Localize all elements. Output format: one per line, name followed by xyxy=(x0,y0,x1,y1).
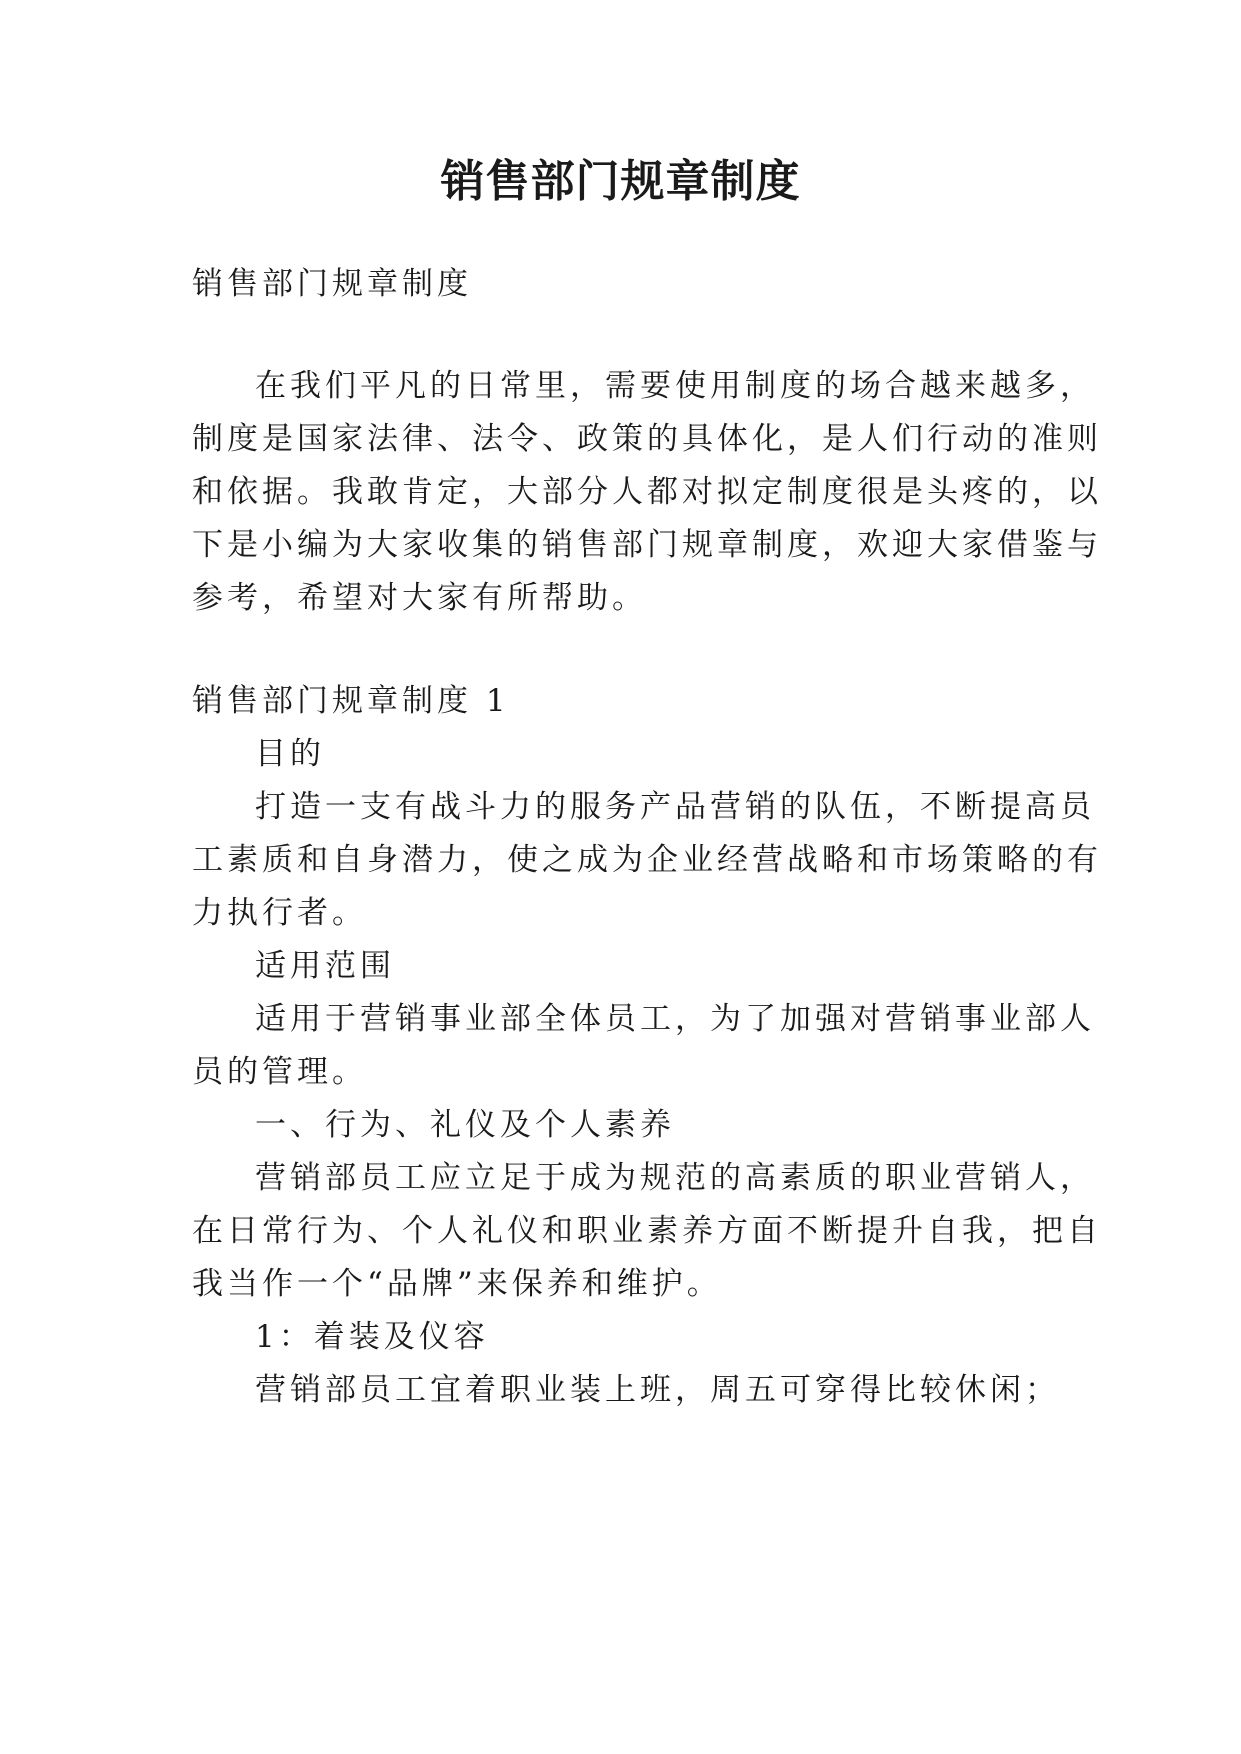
purpose-heading: 目的 xyxy=(255,736,325,772)
purpose-line-3: 力执行者。 xyxy=(192,895,367,931)
part1-line-2: 在日常行为、个人礼仪和职业素养方面不断提升自我，把自 xyxy=(192,1213,1102,1249)
intro-line-2: 制度是国家法律、法令、政策的具体化，是人们行动的准则 xyxy=(192,421,1102,457)
item1-line-1: 营销部员工宜着职业装上班，周五可穿得比较休闲； xyxy=(255,1372,1060,1408)
purpose-line-1: 打造一支有战斗力的服务产品营销的队伍，不断提高员 xyxy=(255,789,1095,825)
intro-line-1: 在我们平凡的日常里，需要使用制度的场合越来越多， xyxy=(255,368,1095,404)
section-heading: 销售部门规章制度 1 xyxy=(192,683,510,719)
scope-line-1: 适用于营销事业部全体员工，为了加强对营销事业部人 xyxy=(255,1001,1095,1037)
part1-line-1: 营销部员工应立足于成为规范的高素质的职业营销人， xyxy=(255,1160,1095,1196)
intro-line-5: 参考，希望对大家有所帮助。 xyxy=(192,580,647,616)
intro-line-4: 下是小编为大家收集的销售部门规章制度，欢迎大家借鉴与 xyxy=(192,527,1102,563)
intro-line-3: 和依据。我敢肯定，大部分人都对拟定制度很是头疼的，以 xyxy=(192,474,1102,510)
purpose-line-2: 工素质和自身潜力，使之成为企业经营战略和市场策略的有 xyxy=(192,842,1102,878)
scope-heading: 适用范围 xyxy=(255,948,395,984)
part1-heading: 一、行为、礼仪及个人素养 xyxy=(255,1107,675,1143)
document-title: 销售部门规章制度 xyxy=(440,156,801,207)
document-subtitle: 销售部门规章制度 xyxy=(192,266,472,302)
item1-heading: 1：着装及仪容 xyxy=(255,1319,489,1355)
part1-line-3: 我当作一个“品牌”来保养和维护。 xyxy=(192,1266,722,1302)
scope-line-2: 员的管理。 xyxy=(192,1054,367,1090)
